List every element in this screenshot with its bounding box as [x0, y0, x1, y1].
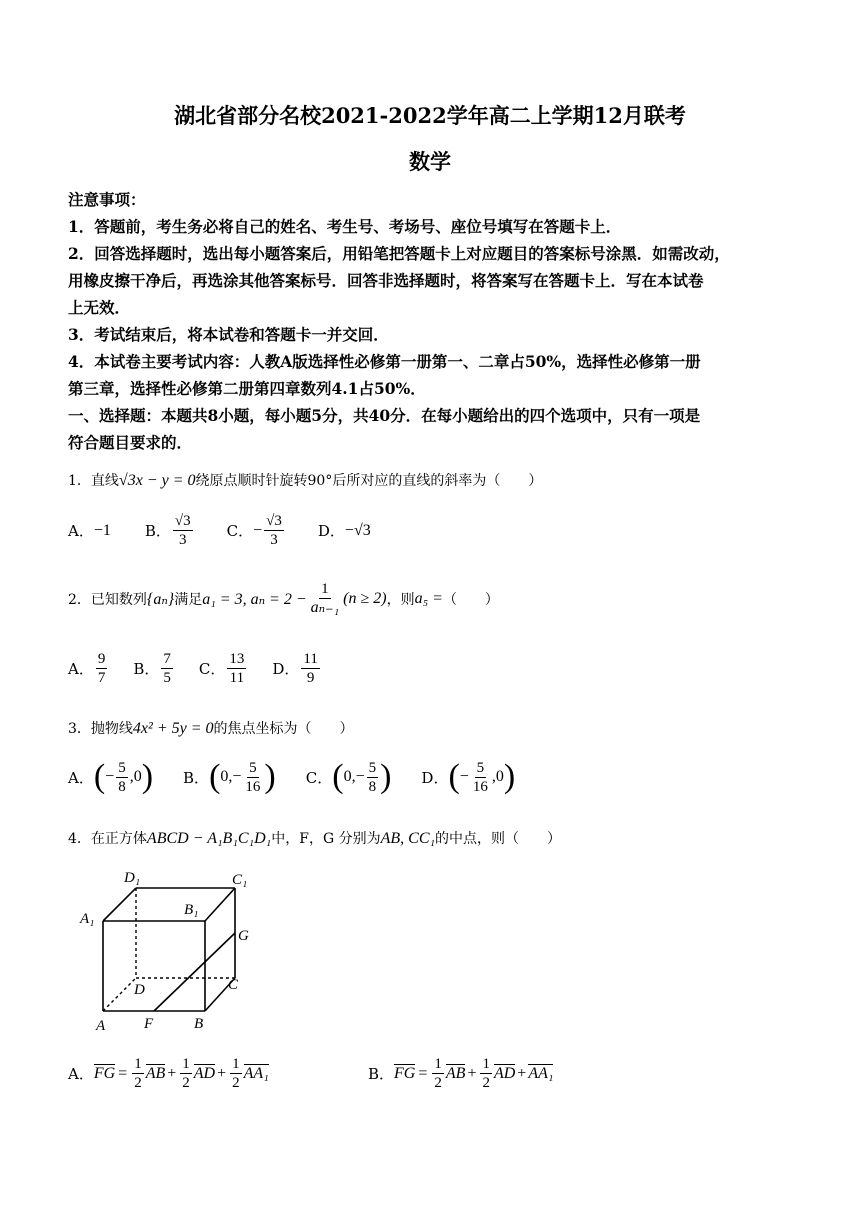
section-heading-line-2: 符合题目要求的．	[68, 433, 193, 452]
q4-suffix: 的中点，则（ ）	[435, 831, 562, 847]
q1-expression: √3x − y = 0	[118, 472, 196, 489]
q2-option-d-label: D．	[272, 660, 300, 678]
q3-text: 的焦点坐标为（ ）	[213, 721, 354, 737]
q3-option-b-label: B．	[183, 768, 210, 787]
note-line-3: 用橡皮擦干净后，再选涂其他答案标号．回答非选择题时，将答案写在答题卡上．写在本试卷	[68, 271, 704, 290]
notes-heading: 注意事项：	[68, 190, 146, 209]
q2-options	[68, 650, 322, 687]
q1-prefix: 1．直线	[68, 473, 119, 489]
note-line-5: 3．考试结束后，将本试卷和答题卡一并交回．	[68, 325, 389, 344]
question-3	[68, 718, 354, 738]
label-b: B	[194, 1016, 204, 1032]
q2-option-b: $\frac{7}{5}$	[163, 651, 171, 686]
q4-option-a: A． FG = $\frac{1}{2}$ AB + $\frac{1}{2}$ AD + $\frac{1}{2}$ AA₁	[68, 1056, 269, 1091]
q4-option-a-label: A．	[68, 1065, 94, 1083]
q2-option-c-label: C．	[198, 660, 226, 678]
q2-option-a-label: A．	[68, 660, 94, 678]
q3-option-c: ( 0,− $\frac{5}{8}$ )	[332, 758, 392, 795]
q1-text: 绕原点顺时针旋转90°后所对应的直线的斜率为（ ）	[195, 473, 543, 489]
section-heading-line-1: 一、选择题：本题共8小题，每小题5分，共40分．在每小题给出的四个选项中，只有一项是	[68, 406, 701, 425]
label-a1: A₁	[80, 911, 95, 927]
q1-option-c: $\frac{√3}{3}$	[266, 513, 282, 548]
q1-option-b-label: B．	[144, 522, 171, 540]
q3-option-d: ( − $\frac{5}{16}$ ,0 )	[448, 758, 516, 795]
label-d1: D₁	[124, 870, 141, 886]
note-line-4: 上无效．	[68, 298, 131, 317]
q2-sequence: {aₙ}	[146, 590, 175, 608]
q3-option-c-label: C．	[305, 768, 333, 787]
question-1	[68, 470, 542, 490]
q3-options	[68, 758, 515, 796]
question-4	[68, 828, 561, 848]
q3-prefix: 3．抛物线	[68, 721, 133, 737]
q2-option-a: $\frac{9}{7}$	[97, 651, 106, 686]
note-line-1: 1．答题前，考生务必将自己的姓名、考生号、考场号、座位号填写在答题卡上．	[68, 217, 622, 236]
q3-option-b: ( 0,− $\frac{5}{16}$ )	[209, 758, 276, 795]
q2-option-b-label: B．	[133, 660, 160, 678]
q1-options: A． −1 B． $\frac{√3}{3}$ C． − $\frac{√3}{3}$ D． −√3	[68, 513, 371, 548]
label-b1: B₁	[184, 902, 199, 918]
q3-option-a: ( − $\frac{5}{8}$ ,0 )	[93, 758, 154, 795]
q4-points: AB, CC₁	[380, 830, 436, 847]
note-line-6: 4．本试卷主要考试内容：人教A版选择性必修第一册第一、二章占50%，选择性必修第一册	[68, 352, 701, 371]
q1-option-d: −√3	[344, 521, 371, 539]
q4-option-b-label: B．	[368, 1065, 395, 1083]
cube-figure	[78, 866, 258, 1038]
q1-option-a: −1	[93, 521, 111, 539]
label-c: C	[228, 977, 239, 993]
q1-option-a-label: A．	[68, 522, 94, 540]
q2-prefix: 2．已知数列	[68, 591, 147, 608]
q3-expression: 4x² + 5y = 0	[132, 720, 214, 737]
q1-option-c-label: C．	[226, 522, 254, 540]
q4-option-b: B． FG = $\frac{1}{2}$ AB + $\frac{1}{2}$ AD + AA₁	[368, 1056, 554, 1091]
page-title: 湖北省部分名校2021-2022学年高二上学期12月联考	[174, 103, 686, 128]
label-f: F	[144, 1016, 154, 1032]
label-g: G	[238, 928, 249, 944]
q2-expression: a₁ = 3, aₙ = 2 −	[202, 590, 307, 608]
note-line-7: 第三章，选择性必修第二册第四章数列4.1占50%．	[68, 379, 426, 398]
label-d: D	[134, 982, 145, 998]
subject-title: 数学	[409, 149, 451, 174]
q4-cube: ABCD − A₁B₁C₁D₁	[146, 830, 272, 847]
q2-target: a₅ =	[414, 589, 443, 607]
note-line-2: 2．回答选择题时，选出每小题答案后，用铅笔把答题卡上对应题目的答案标号涂黑．如需改动，	[68, 244, 730, 263]
q3-option-a-label: A．	[68, 768, 94, 787]
q1-option-b: $\frac{√3}{3}$	[174, 513, 191, 548]
question-2: 2．已知数列 {aₙ} 满足 a₁ = 3, aₙ = 2 − $\frac{1}{\text{aₙ₋₁}}$ (n ≥ 2) ，则 a₅ = （ ）	[68, 581, 499, 616]
label-a: A	[96, 1018, 106, 1034]
q2-option-d: $\frac{11}{9}$	[303, 651, 318, 686]
q3-option-d-label: D．	[421, 768, 449, 787]
q2-option-c: $\frac{13}{11}$	[229, 651, 245, 686]
q1-option-d-label: D．	[317, 522, 345, 540]
q2-condition: 满足	[174, 591, 203, 608]
q4-middle: 中，F，G 分别为	[271, 831, 381, 847]
q2-fraction: $\frac{1}{\text{aₙ₋₁}}$	[310, 581, 340, 616]
label-c1: C₁	[232, 872, 248, 888]
q4-prefix: 4．在正方体	[68, 831, 147, 847]
